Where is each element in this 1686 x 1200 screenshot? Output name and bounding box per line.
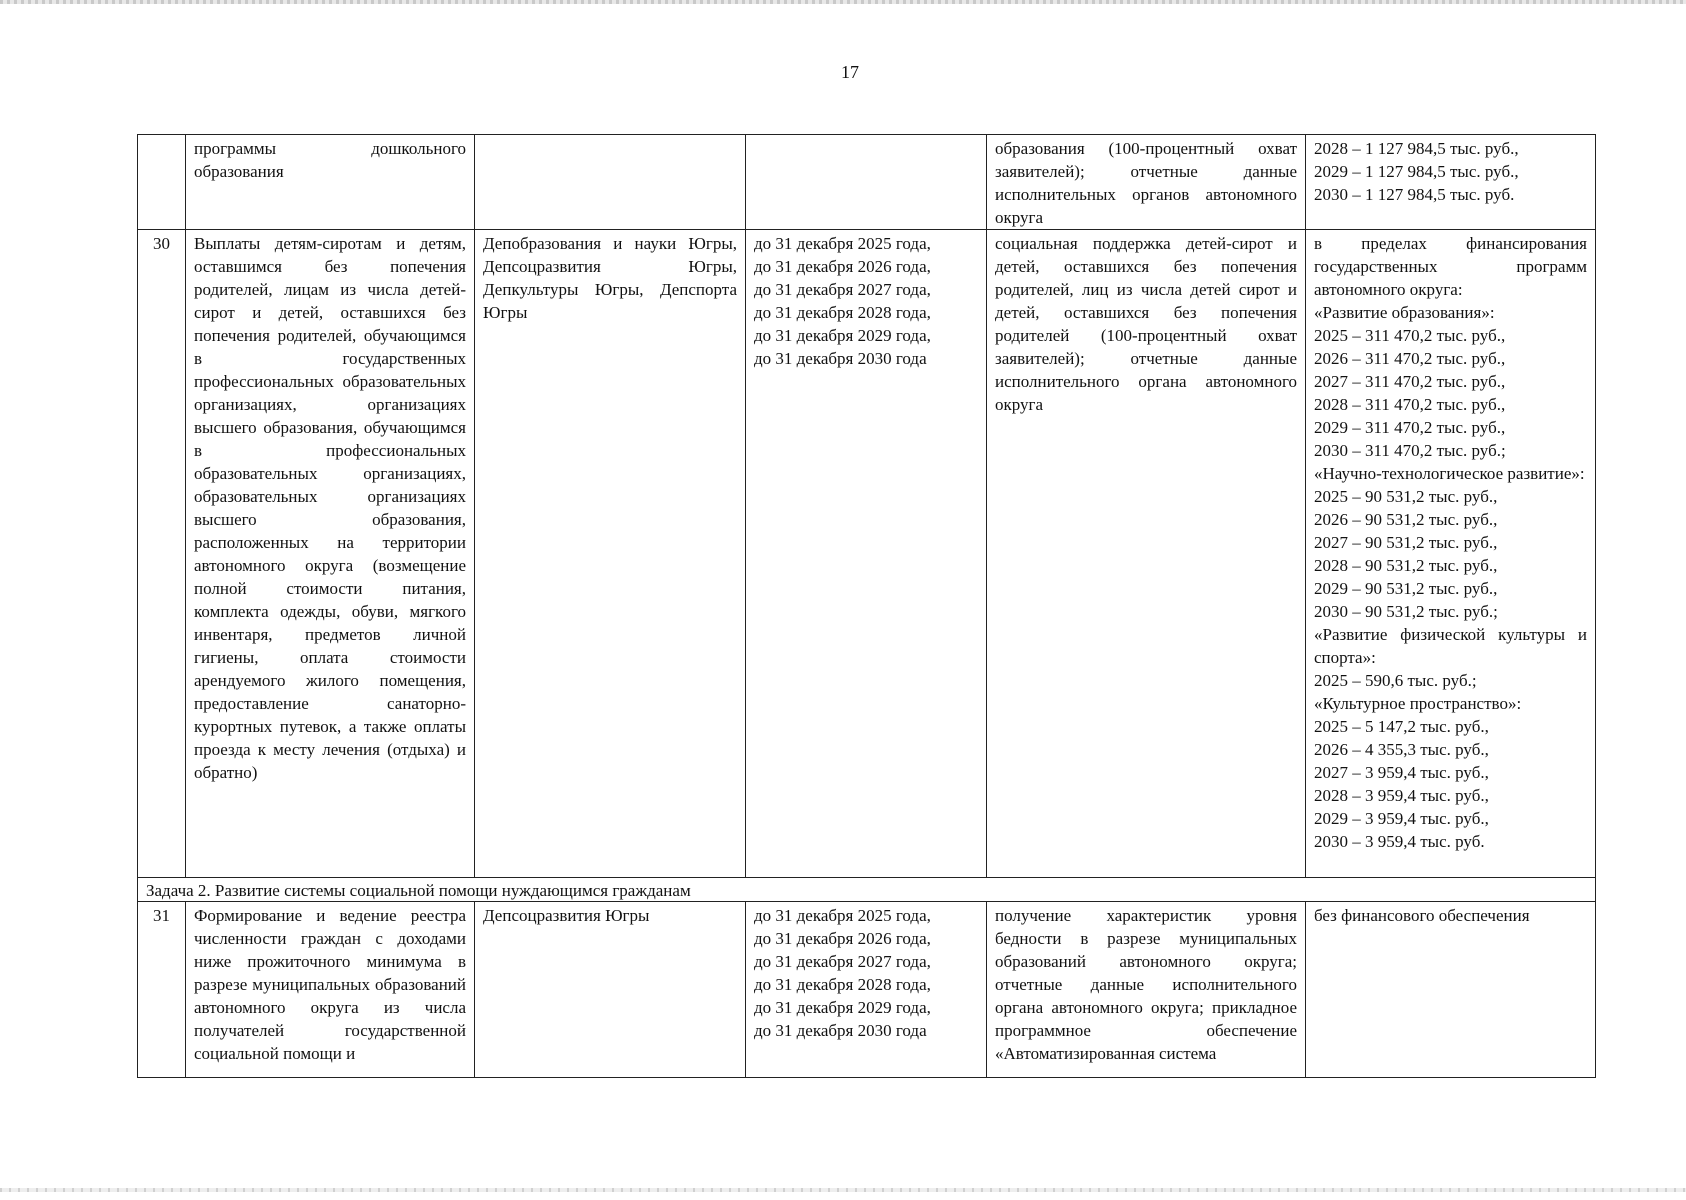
funding-line: «Научно-технологическое развитие»: [1314,464,1585,483]
table-row [138,902,1596,1078]
deadline-line: до 31 декабря 2028 года, [754,975,931,994]
measure-cell: Формирование и ведение реестра численности граждан с доходами ниже прожиточного минимума в разрезе муниципальных образований автономного округа из числа получателей государственной социальной помощи и [186,902,475,1078]
funding-line: 2030 – 311 470,2 тыс. руб.; [1314,441,1506,460]
funding-line: 2026 – 4 355,3 тыс. руб., [1314,740,1489,759]
row-number-cell: 31 [138,902,186,1078]
deadline-line: до 31 декабря 2027 года, [754,952,931,971]
funding-line: 2030 – 1 127 984,5 тыс. руб. [1314,185,1515,204]
funding-line: 2030 – 3 959,4 тыс. руб. [1314,832,1485,851]
scan-edge-top [0,0,1686,4]
deadline-line: до 31 декабря 2026 года, [754,929,931,948]
task-heading-row [138,878,1596,902]
task-heading: Задача 2. Развитие системы социальной помощи нуждающимся гражданам [138,878,1596,902]
deadline-line: до 31 декабря 2030 года [754,349,927,368]
funding-line: 2026 – 311 470,2 тыс. руб., [1314,349,1506,368]
deadline-line: до 31 декабря 2029 года, [754,326,931,345]
deadline-cell [746,902,987,1078]
funding-line: 2027 – 3 959,4 тыс. руб., [1314,763,1489,782]
deadline-line: до 31 декабря 2030 года [754,1021,927,1040]
funding-line: «Культурное пространство»: [1314,694,1522,713]
funding-line: 2025 – 5 147,2 тыс. руб., [1314,717,1489,736]
measure-cell: программы дошкольного образования [186,135,475,230]
executor-cell [475,135,746,230]
funding-line: 2028 – 1 127 984,5 тыс. руб., [1314,139,1519,158]
funding-cell [1306,135,1596,230]
deadline-cell [746,230,987,878]
deadline-line: до 31 декабря 2026 года, [754,257,931,276]
funding-line: 2029 – 90 531,2 тыс. руб., [1314,579,1498,598]
measure-cell: Выплаты детям-сиротам и детям, оставшимся без попечения родителей, лицам из числа детей-сирот и детей, оставшихся без попечения родителей, обучающимся в государственных профессиональных образовательных организациях, организациях высшего образования, обучающимся в профессиональных образовательных организациях, образовательных организациях высшего образования, расположенных на территории автономного округа (возмещение полной стоимости питания, комплекта одежды, обуви, мягкого инвентаря, предметов личной гигиены, оплата стоимости арендуемого жилого помещения, предоставление санаторно-курортных путевок, а также оплаты проезда к месту лечения (отдыха) и обратно) [186,230,475,878]
deadline-line: до 31 декабря 2025 года, [754,234,931,253]
deadline-line: до 31 декабря 2027 года, [754,280,931,299]
funding-line: «Развитие физической культуры и спорта»: [1314,625,1587,667]
funding-line: 2029 – 311 470,2 тыс. руб., [1314,418,1506,437]
executor-cell: Депобразования и науки Югры, Депсоцразвития Югры, Депкультуры Югры, Депспорта Югры [475,230,746,878]
funding-line: 2025 – 590,6 тыс. руб.; [1314,671,1477,690]
deadline-line: до 31 декабря 2028 года, [754,303,931,322]
table-row [138,230,1596,878]
page-number: 17 [841,62,859,82]
deadline-cell [746,135,987,230]
funding-line: 2028 – 311 470,2 тыс. руб., [1314,395,1506,414]
result-cell: социальная поддержка детей-сирот и детей, оставшихся без попечения родителей, лиц из числа детей сирот и детей, оставшихся без попечения родителей (100-процентный охват заявителей); отчетные данные исполнительного органа автономного округа [987,230,1306,878]
funding-line: 2029 – 1 127 984,5 тыс. руб., [1314,162,1519,181]
row-number-cell: 30 [138,230,186,878]
result-cell: получение характеристик уровня бедности в разрезе муниципальных образований автономного округа; отчетные данные исполнительного органа автономного округа; прикладное программное обеспечение «Автоматизированная система [987,902,1306,1078]
result-cell: образования (100-процентный охват заявителей); отчетные данные исполнительных органов автономного округа [987,135,1306,230]
funding-line: 2028 – 90 531,2 тыс. руб., [1314,556,1498,575]
funding-cell [1306,230,1596,878]
scan-edge-bottom [0,1188,1686,1192]
funding-line: 2025 – 311 470,2 тыс. руб., [1314,326,1506,345]
deadline-line: до 31 декабря 2025 года, [754,906,931,925]
funding-line: 2027 – 311 470,2 тыс. руб., [1314,372,1506,391]
funding-intro: в пределах финансирования государственных программ автономного округа: [1314,234,1587,299]
deadline-line: до 31 декабря 2029 года, [754,998,931,1017]
funding-line: 2028 – 3 959,4 тыс. руб., [1314,786,1489,805]
row-number-cell [138,135,186,230]
table-row [138,135,1596,230]
funding-line: 2027 – 90 531,2 тыс. руб., [1314,533,1498,552]
funding-line: 2025 – 90 531,2 тыс. руб., [1314,487,1498,506]
funding-line: «Развитие образования»: [1314,303,1495,322]
funding-line: 2029 – 3 959,4 тыс. руб., [1314,809,1489,828]
measures-table [137,134,1596,1078]
funding-line: 2026 – 90 531,2 тыс. руб., [1314,510,1498,529]
funding-line: 2030 – 90 531,2 тыс. руб.; [1314,602,1498,621]
funding-cell: без финансового обеспечения [1306,902,1596,1078]
executor-cell: Депсоцразвития Югры [475,902,746,1078]
